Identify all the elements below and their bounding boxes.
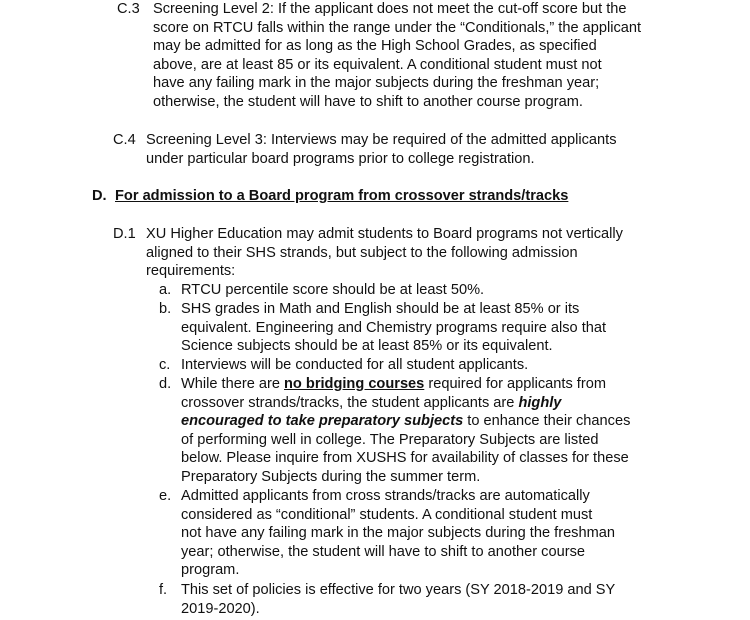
- text-run: : If the applicant does not meet the cut-off score but the: [269, 1, 627, 17]
- text-line: [181, 581, 615, 600]
- text-run: of performing well in college. The Preparatory Subjects are listed: [181, 431, 599, 448]
- text-run: “conditional”: [275, 506, 356, 523]
- text-run: no bridging courses: [284, 376, 425, 392]
- text-run: otherwise, the student will have to shift to another course program.: [153, 94, 583, 110]
- section-d-label: D.: [92, 188, 107, 204]
- text-run: crossover strands/tracks, the student applicants are: [181, 394, 519, 411]
- text-line: [181, 468, 480, 487]
- section-d-title: For admission to a Board program from crossover strands/tracks: [115, 188, 569, 204]
- text-run: equivalent. Engineering and Chemistry programs require also that: [181, 319, 607, 336]
- text-run: program.: [181, 562, 240, 579]
- text-run: This set of policies is effective for two years (SY 2018-2019 and SY: [181, 582, 616, 598]
- text-line: [181, 449, 629, 468]
- text-line: [181, 281, 484, 300]
- list-item-marker: f.: [159, 582, 168, 598]
- text-run: have any failing mark in the major subjects during the freshman year;: [153, 75, 600, 92]
- list-item-marker: b.: [159, 301, 172, 317]
- text-run: considered as: [181, 506, 276, 523]
- text-run: year; otherwise, the student will have to shift to another course: [181, 543, 585, 560]
- text-run: Admitted applicants from cross strands/tracks are automatically: [181, 488, 590, 504]
- list-item-marker: d.: [159, 376, 172, 392]
- text-run: XU Higher Education may admit students to Board programs not vertically: [146, 226, 623, 242]
- text-run: Screening Level 2: [153, 1, 270, 17]
- text-run: RTCU percentile score should be at least 50%.: [181, 282, 485, 298]
- text-run: conditional: [434, 506, 505, 523]
- text-line: [181, 394, 561, 413]
- section-c3-label: C.3: [117, 1, 140, 17]
- text-run: : Interviews may be required of the admitted applicants: [262, 132, 617, 148]
- text-run: not have any failing mark in the major subjects during the freshman: [181, 525, 615, 542]
- text-run: students. A: [355, 506, 435, 523]
- text-line: [153, 0, 627, 19]
- text-run: aligned to their SHS strands, but subject to the following admission: [146, 244, 578, 261]
- list-item-marker: c.: [159, 357, 171, 373]
- list-item-marker: e.: [159, 488, 172, 504]
- text-run: conditional: [419, 56, 490, 73]
- text-line: [146, 244, 578, 263]
- text-line: [146, 150, 535, 169]
- text-run: encouraged to take preparatory subjects: [181, 413, 464, 430]
- text-run: under particular board programs prior to college registration.: [146, 150, 535, 167]
- text-run: to enhance their chances: [463, 413, 631, 430]
- text-run: Preparatory Subjects during the summer term.: [181, 469, 481, 485]
- text-run: required for applicants from: [424, 376, 606, 392]
- text-run: Science subjects should be at least 85% or its equivalent.: [181, 338, 553, 355]
- text-line: [181, 431, 598, 450]
- text-line: [181, 356, 528, 375]
- list-item-marker: a.: [159, 282, 172, 298]
- text-line: [153, 93, 583, 112]
- text-run: While there are: [181, 376, 285, 392]
- text-run: above, are at least 85 or its equivalent. A: [153, 56, 420, 73]
- text-line: [153, 56, 602, 75]
- text-run: student must not: [489, 56, 602, 73]
- text-line: [181, 375, 606, 394]
- text-line: [153, 19, 641, 38]
- text-run: highly: [518, 394, 562, 411]
- text-run: may be admitted for as long as the High School Grades, as specified: [153, 38, 597, 55]
- text-line: [153, 37, 597, 56]
- text-run: requirements:: [146, 263, 236, 280]
- text-run: 2019-2020).: [181, 600, 260, 617]
- text-run: SHS grades in Math and English should be at least 85% or its: [181, 301, 580, 317]
- text-run: score on RTCU falls within the range under the “Conditionals,” the applicant: [153, 19, 642, 36]
- text-run: student must: [504, 506, 593, 523]
- text-run: Interviews will be conducted for all student applicants.: [181, 357, 529, 373]
- text-line: [181, 506, 592, 525]
- text-line: [146, 225, 623, 244]
- text-line: [181, 487, 590, 506]
- section-d1-label: D.1: [113, 226, 136, 242]
- text-line: [181, 600, 260, 619]
- text-line: [181, 524, 615, 543]
- section-c4-label: C.4: [113, 132, 136, 148]
- text-line: [146, 262, 235, 281]
- text-line: [181, 300, 579, 319]
- text-line: [181, 561, 239, 580]
- text-line: [181, 412, 630, 431]
- text-line: [181, 543, 585, 562]
- text-line: [146, 131, 617, 150]
- text-line: [181, 337, 553, 356]
- text-run: below. Please inquire from XUSHS for availability of classes for these: [181, 450, 629, 467]
- text-line: [153, 74, 599, 93]
- text-line: [181, 319, 606, 338]
- text-run: Screening Level 3: [146, 132, 263, 148]
